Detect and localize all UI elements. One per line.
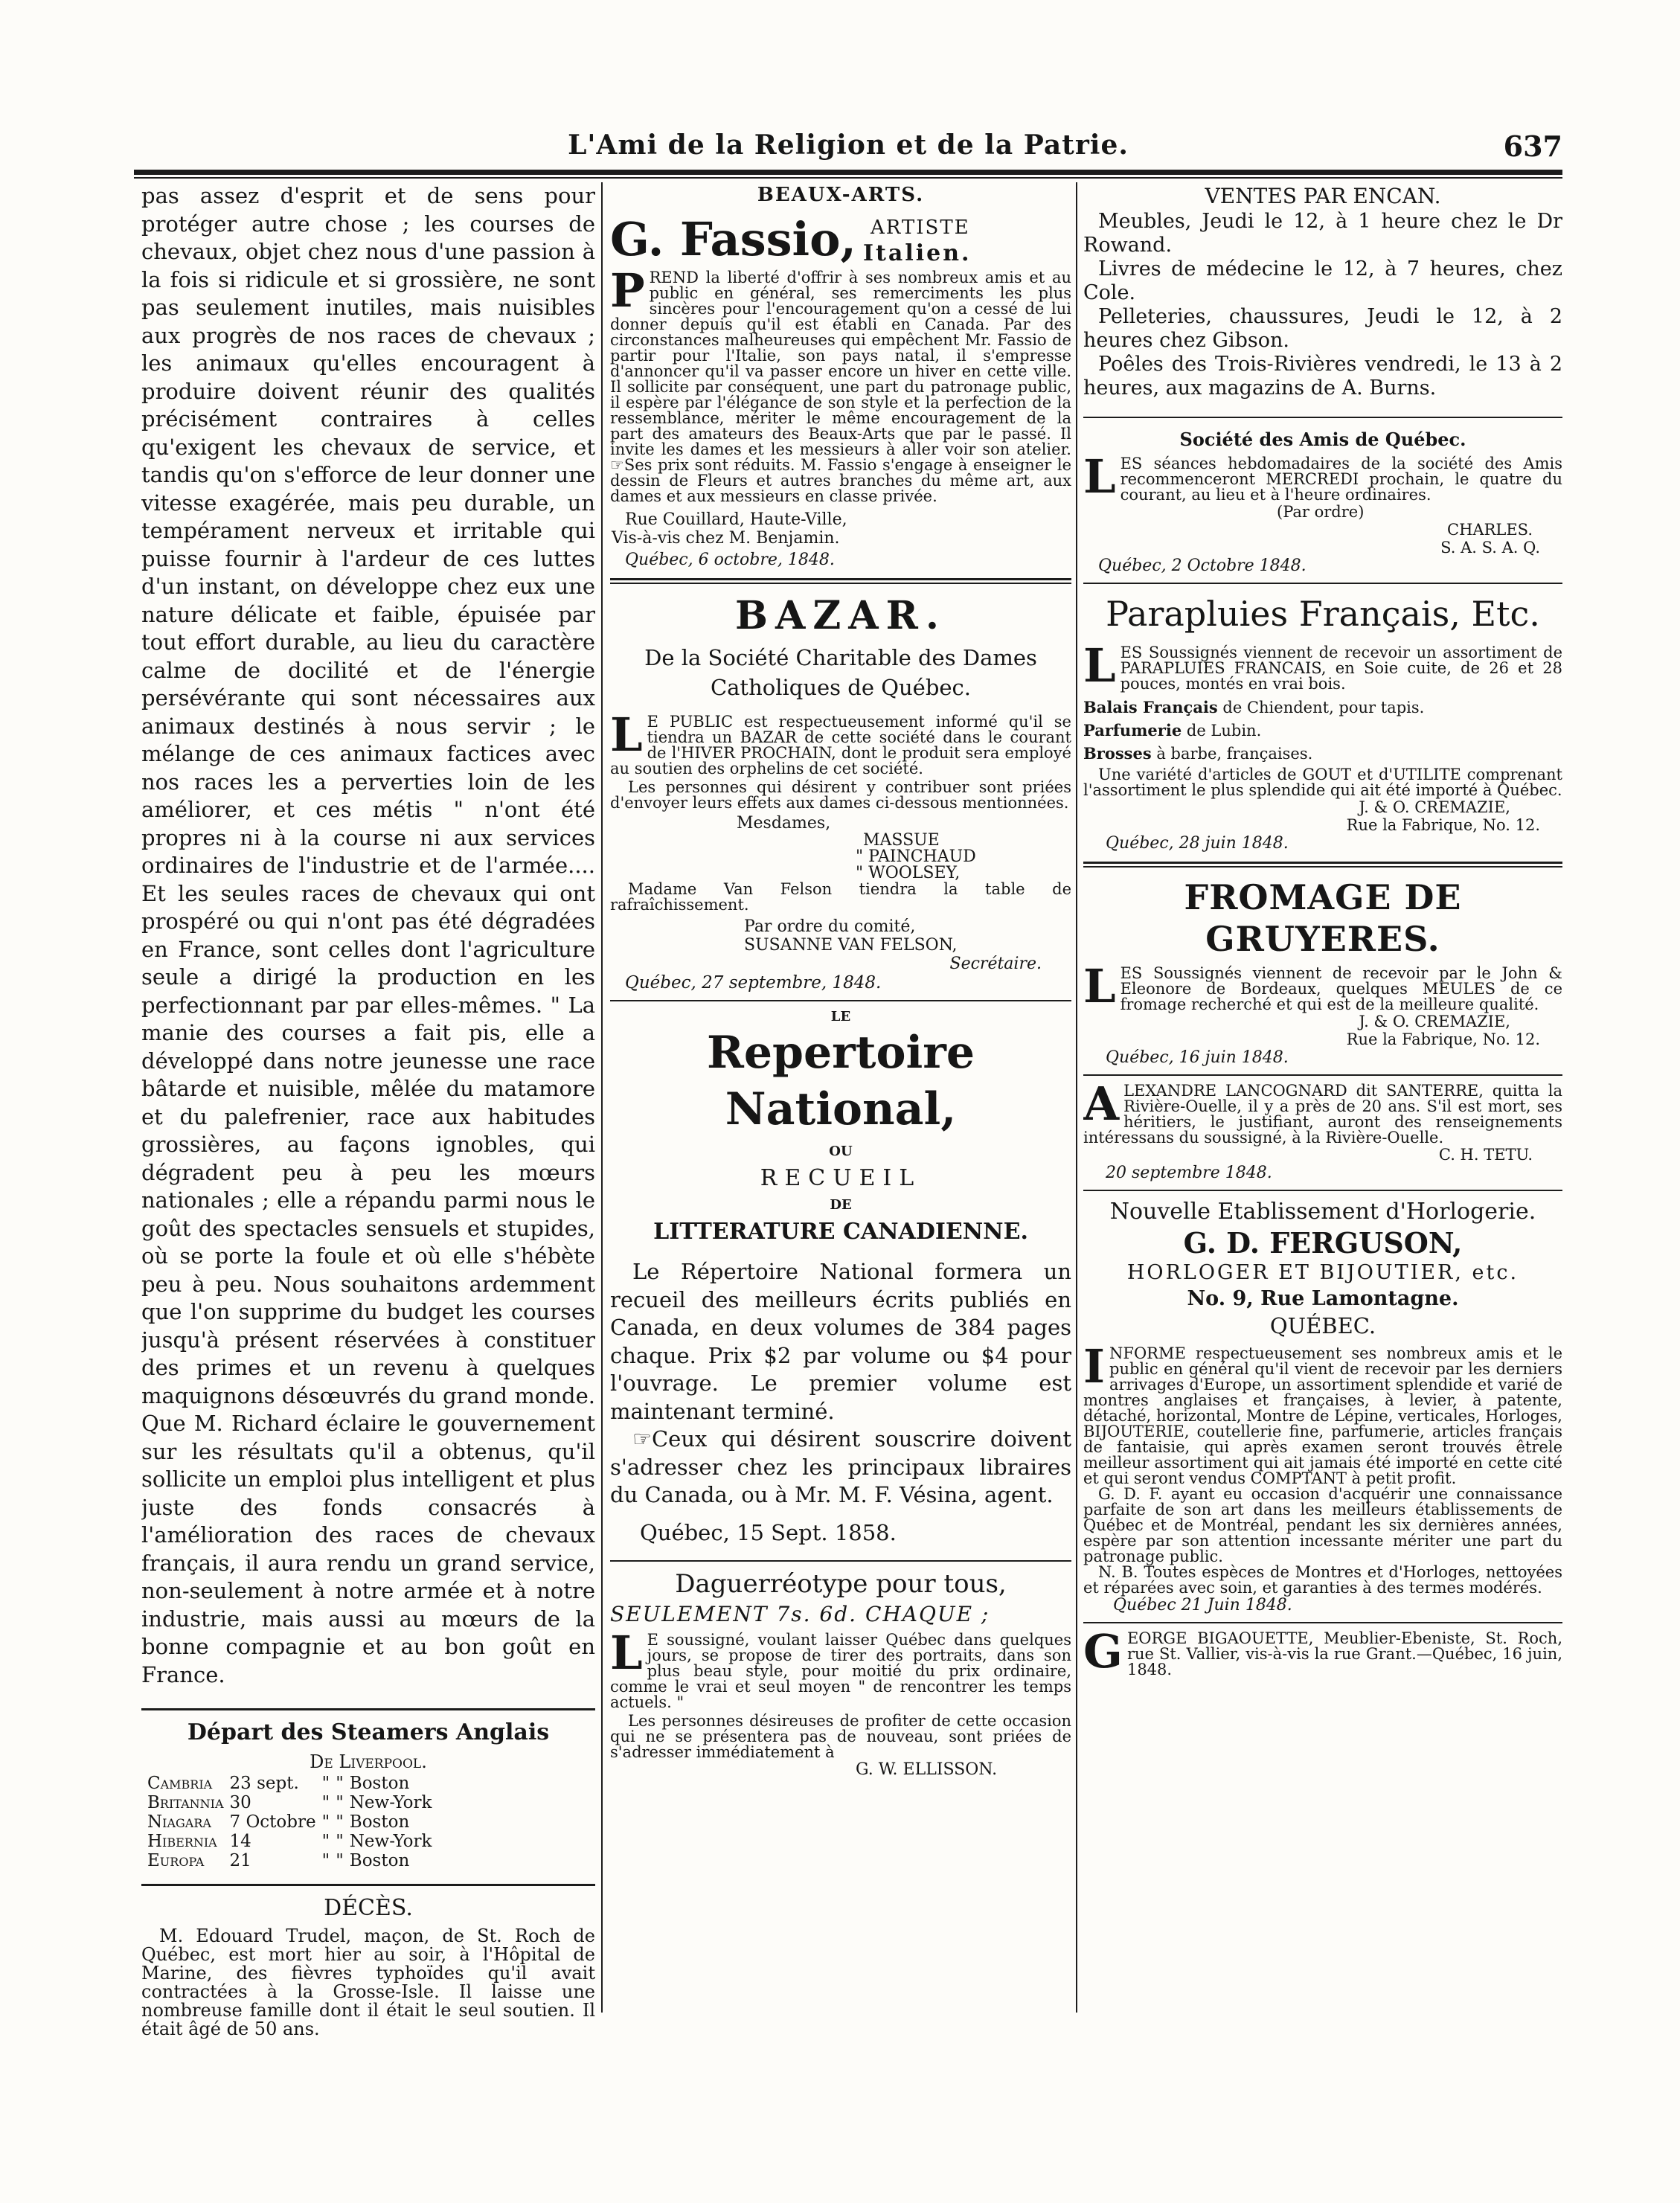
ship-name: Hibernia <box>147 1832 217 1851</box>
drop-cap: P <box>610 263 645 318</box>
parapluies-date: Québec, 28 juin 1848. <box>1106 834 1289 853</box>
drop-cap: I <box>1083 1339 1106 1394</box>
header-rule-thin <box>134 177 1562 179</box>
parapluies-notice <box>1083 638 1562 693</box>
ditto-mark: " <box>336 1793 344 1812</box>
lancognard-notice <box>1083 1077 1562 1147</box>
ship-destination: Boston <box>349 1774 410 1793</box>
ship-name: Cambria <box>147 1774 213 1793</box>
ferguson-address: No. 9, Rue Lamontagne. <box>1187 1287 1459 1310</box>
steamers-table <box>144 1774 435 1870</box>
ferguson-role: HORLOGER ET BIJOUTIER, etc. <box>1126 1261 1519 1284</box>
bazar-name: " WOOLSEY, <box>856 864 961 882</box>
bazar-date: Québec, 27 septembre, 1848. <box>625 973 882 993</box>
repertoire-le: LE <box>830 1009 851 1024</box>
ship-date: 30 <box>229 1793 251 1812</box>
page-number: 637 <box>1503 129 1562 163</box>
parapluies-item <box>1083 698 1562 716</box>
item-name: Parfumerie <box>1083 721 1182 740</box>
table-row <box>144 1774 435 1793</box>
ventes-line: Livres de médecine le 12, à 7 heures, chez Cole. <box>1083 257 1562 304</box>
ship-date: 7 Octobre <box>229 1812 316 1832</box>
daguerre-text: Les personnes désireuses de profiter de cette occasion qui ne se présentera pas de nouveau, sont priées de s'adresser immédiatement à <box>610 1711 1071 1761</box>
ship-destination: New-York <box>349 1832 432 1851</box>
ship-date: 23 sept. <box>229 1774 299 1793</box>
section-rule <box>610 578 1071 584</box>
ship-name: Niagara <box>147 1812 211 1832</box>
drop-cap: L <box>1083 959 1116 1013</box>
bazar-name: " PAINCHAUD <box>856 847 976 866</box>
societe-signature: S. A. S. A. Q. <box>1440 539 1540 557</box>
section-rule <box>1083 417 1562 418</box>
section-rule <box>610 1560 1071 1562</box>
ship-destination: Boston <box>349 1812 410 1832</box>
drop-cap: G <box>1083 1624 1123 1678</box>
ship-name: Europa <box>147 1851 205 1870</box>
item-name: Balais Français <box>1083 698 1218 716</box>
parapluies-item <box>1083 721 1562 740</box>
column-divider <box>601 182 603 2013</box>
bazar-heading: BAZAR. <box>735 593 946 638</box>
steamers-title: Départ des Steamers Anglais <box>187 1719 550 1745</box>
deces-title: DÉCÈS. <box>324 1895 413 1921</box>
fassio-address: Rue Couillard, Haute-Ville, <box>625 510 847 529</box>
section-rule <box>610 1000 1071 1001</box>
societe-signature: CHARLES. <box>1447 521 1533 539</box>
ventes-line: Pelleteries, chaussures, Jeudi le 12, à 2 heures chez Gibson. <box>1083 305 1562 352</box>
ferguson-text: G. D. F. ayant eu occasion d'acquérir une connaissance parfaite de son art dans les meilleurs établissements de Québec et de Montréal, pendant les six dernières années, espère par son attention incessante mériter une part du patronage public. <box>1083 1485 1562 1565</box>
column-2 <box>610 182 1071 1779</box>
section-rule <box>1083 1190 1562 1191</box>
bigaouette-notice <box>1083 1624 1562 1678</box>
fromage-signature: Rue la Fabrique, No. 12. <box>1346 1030 1540 1048</box>
fassio-title-block <box>610 212 1071 270</box>
repertoire-text: Le Répertoire National formera un recueil des meilleurs écrits publiés en Canada, en deux volumes de 384 pages chaque. Prix $2 par volume ou $4 pour l'ouvrage. Le premier volume est maintenant terminé. <box>610 1259 1071 1424</box>
drop-cap: L <box>610 1625 643 1680</box>
masthead-title: L'Ami de la Religion et de la Patrie. <box>568 129 1129 161</box>
fromage-date: Québec, 16 juin 1848. <box>1106 1048 1289 1067</box>
parapluies-heading: Parapluies Français, Etc. <box>1106 594 1540 634</box>
fromage-heading: FROMAGE DE GRUYERES. <box>1184 877 1462 959</box>
ship-date: 21 <box>229 1851 251 1870</box>
fromage-text: ES Soussignés viennent de recevoir par le John & Eleonore de Bordeaux, quelques MEULES de ce fromage recherché et qui est de la meilleure qualité. <box>1120 964 1562 1013</box>
table-row <box>144 1793 435 1812</box>
ditto-mark: " <box>336 1832 344 1851</box>
societe-notice <box>1083 449 1562 504</box>
ditto-mark: " <box>336 1812 344 1832</box>
bigaouette-text: EORGE BIGAOUETTE, Meublier-Ebeniste, St. Roch, rue St. Vallier, vis-à-vis la rue Grant.—Québec, 16 juin, 1848. <box>1126 1629 1562 1678</box>
fassio-notice <box>610 263 1071 505</box>
drop-cap: L <box>1083 638 1116 693</box>
bazar-signature-role: Secrétaire. <box>949 955 1042 973</box>
fromage-notice <box>1083 959 1562 1013</box>
section-rule <box>1083 583 1562 584</box>
parapluies-item <box>1083 744 1562 763</box>
bazar-text: E PUBLIC est respectueusement informé qu'il se tiendra un BAZAR de cette société dans le courant de l'HIVER PROCHAIN, dont le produit sera employé au soutien des orphelins de cet société. <box>610 713 1071 777</box>
ditto-mark: " <box>336 1774 344 1793</box>
deces-text: M. Edouard Trudel, maçon, de St. Roch de Québec, est mort hier au soir, à l'Hôpital de Marine, des fièvres typhoïdes qu'il avait contractées à la Grosse-Isle. Il laisse une nombreuse famille dont il était le seul soutien. Il était âgé de 50 ans. <box>141 1925 595 2039</box>
drop-cap: A <box>1083 1077 1120 1131</box>
repertoire-recueil: RECUEIL <box>760 1165 922 1191</box>
repertoire-title: Repertoire National, <box>706 1027 975 1135</box>
section-rule <box>141 1708 595 1710</box>
article-text: pas assez d'esprit et de sens pour protéger autre chose ; les courses de chevaux, objet chez nous d'une passion à la fois si ridicule et si grossière, ne sont pas seulement inutiles, mais nuisibles aux progrès de nos races de chevaux ; les animaux qu'elles encouragent à produire doivent réunir des qualités précisément contraires à celles qu'exigent les chevaux de service, et tandis qu'on s'efforce de leur donner une vitesse exagérée, mais peu durable, un tempérament nerveux et irritable qui puisse fournir à l'ardeur de ces luttes d'un instant, on développe chez eux une nature délicate et faible, épuisée par tout effort durable, au lieu du caractère calme de docilité et de l'énergie persévérante qui sont nécessaires aux animaux destinés à nous servir ; le mélange de ces animaux factices avec nos races les a perverties loin de les améliorer, et ces métis " n'ont été propres ni à la course ni aux services ordinaires de l'industrie et de l'armée.... Et les seules races de chevaux qui ont prospéré ou qui n'ont pas été dégradées en France, sont celles dont l'agriculture seule a dirigé la production en les perfectionnant par par elles-mêmes. " La manie des courses a fait pis, elle a développé dans notre jeunesse une race bâtarde et nuisible, mêlée du matamore et du palefrenier, race aux habitudes grossières, au façons ignobles, qui dégradent peu à peu les mœurs nationales ; elle a répandu parmi nous le goût des spectacles sensuels et stupides, où se porte la foule et où elle s'hébète peu à peu. Nous souhaitons ardemment que l'on supprime du budget les courses jusqu'à présent réservées à constituer des primes et un revenu à quelques maquignons désœuvrés du grand monde. Que M. Richard éclaire le gouvernement sur les résultats qu'il a obtenus, qu'il sollicite un emploi plus intelligent et plus juste des fonds consacrés à l'amélioration des races de chevaux français, il aura rendu un grand service, non-seulement à notre armée et à notre industrie, mais aussi au mœurs de la bonne compagnie et au bon goût en France. <box>141 183 595 1687</box>
repertoire-de: DE <box>830 1197 852 1213</box>
ditto-mark: " <box>336 1851 344 1870</box>
table-row <box>144 1851 435 1870</box>
ferguson-date: Québec 21 Juin 1848. <box>1113 1596 1292 1614</box>
ship-name: Britannia <box>147 1793 224 1812</box>
item-desc: de Lubin. <box>1186 722 1262 740</box>
repertoire-date: Québec, 15 Sept. 1858. <box>640 1519 897 1545</box>
column-1 <box>141 182 595 2039</box>
bazar-notice <box>610 708 1071 777</box>
ventes-line: Poêles des Trois-Rivières vendredi, le 13 à 2 heures, aux magazins de A. Burns. <box>1083 353 1562 400</box>
ditto-mark: " <box>321 1832 330 1851</box>
item-desc: de Chiendent, pour tapis. <box>1222 699 1425 716</box>
ditto-mark: " <box>321 1774 330 1793</box>
ferguson-text: NFORME respectueusement ses nombreux amis et le public en général qu'il vient de recevoir par les derniers arrivages d'Europe, un assortiment splendide et varié de montres anglaises et françaises, à levier, à patente, détaché, horizontal, Montre de Lépine, verticales, Horloges, BIJOUTERIE, coutellerie fine, parfumerie, articles français de fantaisie, qui après examen seront trouvés êtrele meilleur assortiment qui ait jamais été importé en cette cité et qui seront vendus COMPTANT à petit profit. <box>1083 1344 1562 1487</box>
ferguson-name: G. D. FERGUSON, <box>1183 1226 1463 1260</box>
drop-cap: L <box>1083 449 1116 504</box>
ferguson-city: QUÉBEC. <box>1269 1313 1376 1338</box>
item-desc: à barbe, françaises. <box>1156 745 1313 763</box>
repertoire-ou: OU <box>829 1144 853 1159</box>
parapluies-signature: J. & O. CREMAZIE, <box>1359 798 1510 816</box>
table-row <box>144 1832 435 1851</box>
daguerre-notice <box>610 1625 1071 1711</box>
parapluies-text: Une variété d'articles de GOUT et d'UTILITE comprenant l'assortiment le plus splendide qui ait été importé à Québec. <box>1083 766 1562 799</box>
fassio-date: Québec, 6 octobre, 1848. <box>625 551 835 569</box>
ditto-mark: " <box>321 1812 330 1832</box>
page-header <box>134 125 1562 170</box>
steamers-subtitle: De Liverpool. <box>310 1751 427 1772</box>
section-rule <box>141 1884 595 1886</box>
daguerre-signature: G. W. ELLISSON. <box>856 1760 998 1779</box>
fassio-origin: Italien. <box>863 240 972 266</box>
bazar-name: MASSUE <box>863 831 940 850</box>
bazar-order: Par ordre du comité, <box>744 917 916 936</box>
fassio-role: ARTISTE <box>871 217 970 239</box>
lancognard-text: LEXANDRE LANCOGNARD dit SANTERRE, quitta la Rivière-Ouelle, il y a près de 20 ans. S'il est mort, ses héritiers, le justifiant, auront des renseignements intéressans du soussigné, à la Rivière-Ouelle. <box>1083 1082 1562 1147</box>
ditto-mark: " <box>321 1793 330 1812</box>
header-rule <box>134 170 1562 175</box>
bazar-mesdames: Mesdames, <box>737 814 831 833</box>
ship-destination: Boston <box>349 1851 410 1870</box>
bazar-subtitle: De la Société Charitable des Dames Catholiques de Québec. <box>644 645 1037 700</box>
fassio-address: Vis-à-vis chez M. Benjamin. <box>612 529 840 548</box>
ventes-line: Meubles, Jeudi le 12, à 1 heure chez le Dr Rowand. <box>1083 210 1562 257</box>
bazar-text: Madame Van Felson tiendra la table de rafraîchissement. <box>610 880 1071 914</box>
column-3 <box>1083 182 1562 1678</box>
ferguson-heading: Nouvelle Etablissement d'Horlogerie. <box>1109 1199 1536 1225</box>
societe-text: ES séances hebdomadaires de la société des Amis recommenceront MERCREDI prochain, le quatre du courant, au lieu et à l'heure ordinaires. <box>1120 455 1562 504</box>
fassio-text: REND la liberté d'offrir à ses nombreux amis et au public en général, ses remerciments les plus sincères pour l'encouragement qu'on a cessé de lui donner depuis qu'il est établi en Canada. Par des circonstances malheureuses qui empêchent Mr. Fassio de partir pour l'Italie, son pays natal, il s'empresse d'annoncer qu'il va passer encore un hiver en cette ville. Il sollicite par conséquent, une part du patronage public, il espère par l'élégance de son style et la perfection de la ressemblance, mériter le même encouragement de la part des amateurs des Beaux-Arts que par le passé. Il invite les dames et les messieurs à aller voir son atelier. ☞Ses prix sont réduits. M. Fassio s'engage à enseigner le dessin de Fleurs et autres branches du même art, aux dames et aux messieurs en classe privée. <box>610 269 1071 505</box>
ferguson-text: N. B. Toutes espèces de Montres et d'Horloges, nettoyées et réparées avec soin, et garanties à des termes modérés. <box>1083 1563 1562 1597</box>
fromage-signature: J. & O. CREMAZIE, <box>1359 1013 1510 1030</box>
societe-date: Québec, 2 Octobre 1848. <box>1098 557 1307 575</box>
daguerre-heading: Daguerréotype pour tous, <box>675 1568 1007 1599</box>
table-row <box>144 1812 435 1832</box>
societe-order: (Par ordre) <box>1277 503 1365 521</box>
beaux-arts-heading: BEAUX-ARTS. <box>757 184 925 206</box>
ship-destination: New-York <box>349 1793 432 1812</box>
ship-date: 14 <box>229 1832 251 1851</box>
ventes-heading: VENTES PAR ENCAN. <box>1205 184 1441 208</box>
lancognard-signature: C. H. TETU. <box>1438 1146 1533 1164</box>
column-divider <box>1076 182 1077 2013</box>
ditto-mark: " <box>321 1851 330 1870</box>
daguerre-subheading: SEULEMENT 7s. 6d. CHAQUE ; <box>610 1601 990 1626</box>
ferguson-notice <box>1083 1339 1562 1487</box>
lancognard-date: 20 septembre 1848. <box>1106 1164 1272 1182</box>
section-rule <box>1083 862 1562 868</box>
section-rule <box>1083 1622 1562 1623</box>
societe-heading: Société des Amis de Québec. <box>1179 429 1466 450</box>
parapluies-text: ES Soussignés viennent de recevoir un assortiment de PARAPLUIES FRANCAIS, en Soie cuite, de 26 et 28 pouces, montés en vrai bois. <box>1120 644 1562 693</box>
repertoire-text: ☞Ceux qui désirent souscrire doivent s'adresser chez les principaux libraires du Canada, ou à Mr. M. F. Vésina, agent. <box>610 1426 1071 1507</box>
item-name: Brosses <box>1083 744 1152 763</box>
daguerre-text: E soussigné, voulant laisser Québec dans quelques jours, se propose de tirer des portraits, dans son plus beau style, pour moitié du prix ordinaire, comme le vrai et seul moyen " de rencontrer les temps actuels. " <box>610 1630 1071 1711</box>
bazar-text: Les personnes qui désirent y contribuer sont priées d'envoyer leurs effets aux dames ci-dessous mentionnées. <box>610 778 1071 812</box>
section-rule <box>1083 1074 1562 1076</box>
fassio-name: G. Fassio, <box>610 212 857 266</box>
repertoire-litterature: LITTERATURE CANADIENNE. <box>653 1219 1028 1245</box>
parapluies-signature: Rue la Fabrique, No. 12. <box>1346 816 1540 834</box>
drop-cap: L <box>610 708 643 762</box>
bazar-signature: SUSANNE VAN FELSON, <box>744 936 958 955</box>
